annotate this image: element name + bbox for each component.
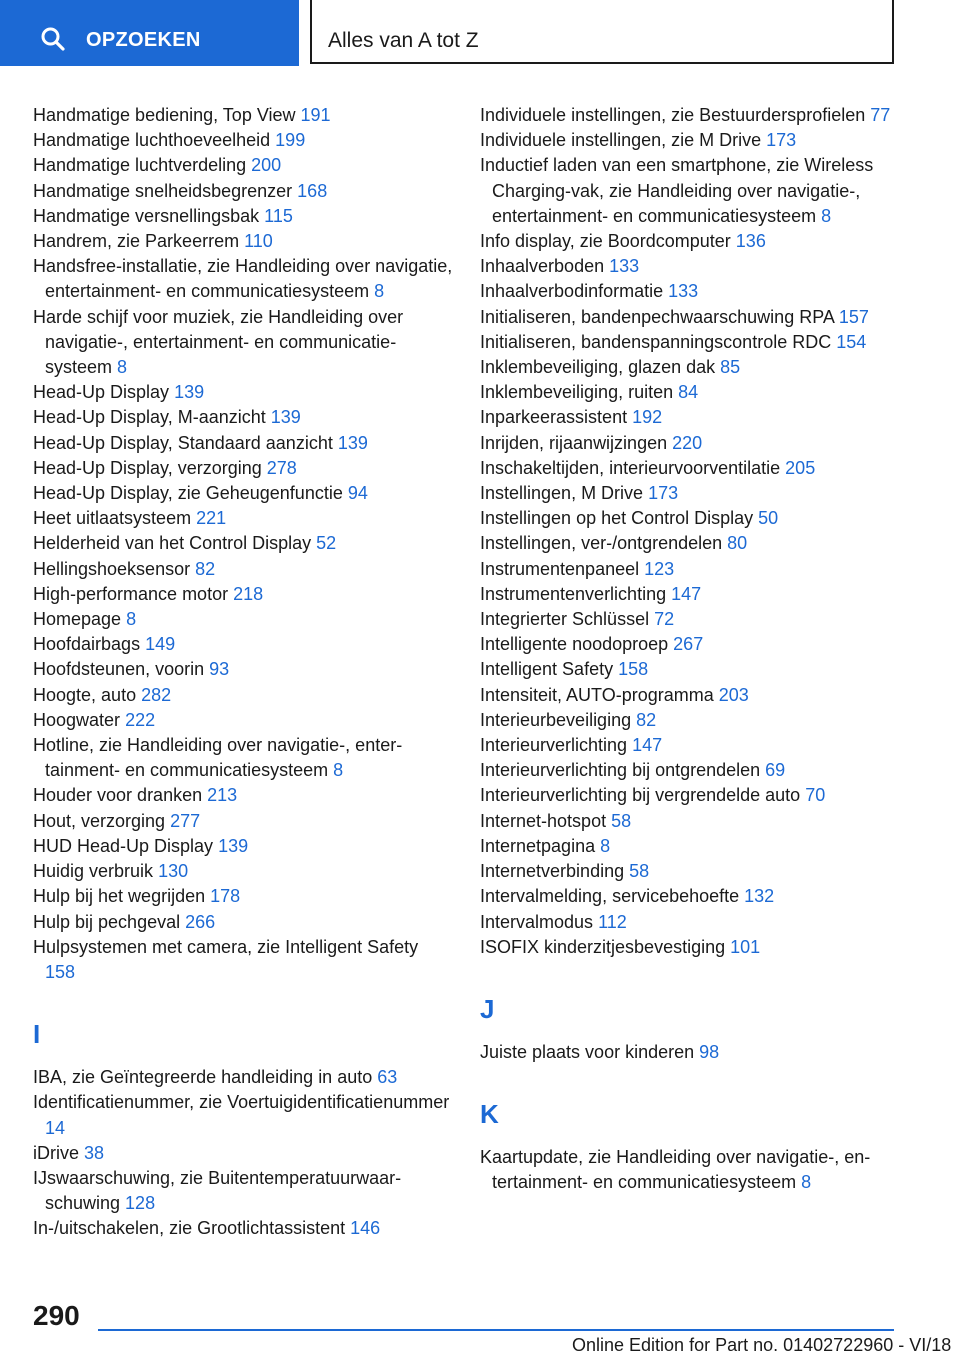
index-entry-text: Initialiseren, bandenspanningscontrole RDC — [480, 331, 837, 352]
page-link[interactable]: 93 — [209, 659, 230, 680]
search-icon — [40, 26, 66, 52]
page-link[interactable]: 158 — [45, 961, 76, 982]
index-entry — [480, 1145, 916, 1195]
index-entry-text: Hulp bij het wegrijden — [33, 886, 211, 907]
index-entry — [33, 128, 453, 153]
index-entry-text: iDrive — [33, 1142, 85, 1163]
index-entry — [33, 708, 453, 733]
index-entry — [33, 834, 453, 859]
index-entry — [33, 229, 453, 254]
index-entry-text: Handmatige versnellingsbak — [33, 205, 265, 226]
page-link[interactable]: 98 — [699, 1041, 720, 1062]
index-entry-text: Hulp bij pechgeval — [33, 911, 186, 932]
index-entry — [480, 531, 916, 556]
page-link[interactable]: 149 — [145, 634, 176, 655]
index-entry-text: Instellingen, ver-/ontgrendelen — [480, 533, 728, 554]
footer-divider — [98, 1329, 894, 1331]
page-link[interactable]: 101 — [730, 936, 761, 957]
index-entry-text: Intelligent Safety — [480, 659, 619, 680]
page-link[interactable]: 72 — [654, 609, 675, 630]
index-entry-text: Head-Up Display — [33, 382, 175, 403]
index-entry-text: Intervalmodus — [480, 911, 599, 932]
page-link[interactable]: 8 — [374, 281, 385, 302]
index-entry — [33, 935, 453, 985]
page-link[interactable]: 178 — [210, 886, 241, 907]
index-entry-text: Handmatige luchthoeveelheid — [33, 130, 276, 151]
index-entry — [33, 809, 453, 834]
index-entry — [480, 657, 916, 682]
page-link[interactable]: 203 — [718, 684, 749, 705]
page-link[interactable]: 82 — [636, 709, 657, 730]
index-entry — [33, 632, 453, 657]
index-entry — [33, 431, 453, 456]
index-entry — [480, 355, 916, 380]
index-letter-k: K — [480, 1099, 499, 1130]
index-entry-text: IJswaarschuwing, zie Buitentemperatuurwaarschuwing — [33, 1167, 402, 1214]
index-entry-text: Inschakeltijden, interieurvoorventilatie — [480, 457, 786, 478]
index-entry — [33, 859, 453, 884]
index-entry — [480, 279, 916, 304]
page-link[interactable]: 58 — [629, 861, 650, 882]
index-entry-text: Huidig verbruik — [33, 861, 159, 882]
index-entry — [480, 607, 916, 632]
page-number: 290 — [33, 1300, 80, 1331]
page-link[interactable]: 112 — [598, 911, 627, 932]
page-link[interactable]: 85 — [720, 357, 741, 378]
index-entry-text: Handmatige luchtverdeling — [33, 155, 252, 176]
index-group-i-continued — [480, 103, 916, 960]
index-entry-text: Handmatige bediening, Top View — [33, 105, 301, 125]
index-entry-text: Handsfree-installatie, zie Handleiding over navigatie, entertainment- en communicatiesysteem — [33, 256, 453, 302]
index-entry-text: Inductief laden van een smartphone, zie Wireless Charging-vak, zie Handleiding over navigatie-, entertainment- en communicatiesysteem — [480, 155, 874, 226]
index-entry-text: Helderheid van het Control Display — [33, 533, 317, 554]
index-entry — [33, 910, 453, 935]
index-column-left — [33, 103, 453, 1242]
page-link[interactable]: 278 — [266, 457, 297, 478]
index-entry — [33, 204, 453, 229]
index-entry — [480, 733, 916, 758]
page-link[interactable]: 147 — [671, 583, 702, 604]
page-link[interactable]: 282 — [141, 684, 172, 705]
page-link[interactable]: 70 — [805, 785, 826, 806]
page-link[interactable]: 173 — [766, 130, 797, 151]
index-entry-text: Head-Up Display, M-aanzicht — [33, 407, 271, 428]
page-link[interactable]: 205 — [785, 457, 816, 478]
index-entry — [480, 506, 916, 531]
index-entry — [480, 834, 916, 859]
index-entry-text: Intensiteit, AUTO-programma — [480, 684, 719, 705]
page-link[interactable]: 128 — [125, 1193, 156, 1214]
index-entry — [480, 1040, 916, 1065]
index-group-h — [33, 103, 453, 985]
index-entry — [33, 1065, 453, 1090]
index-entry — [33, 783, 453, 808]
page-link[interactable]: 146 — [350, 1218, 381, 1239]
index-entry — [33, 405, 453, 430]
index-entry — [33, 683, 453, 708]
index-entry — [33, 1090, 453, 1140]
index-entry — [33, 179, 453, 204]
index-entry — [480, 809, 916, 834]
page-link[interactable]: 14 — [45, 1117, 66, 1138]
index-entry — [480, 305, 916, 330]
index-entry-text: Hoogte, auto — [33, 684, 142, 705]
index-entry-text: IBA, zie Geïntegreerde handleiding in auto — [33, 1067, 378, 1088]
index-entry — [33, 1141, 453, 1166]
index-entry — [33, 557, 453, 582]
index-entry — [480, 683, 916, 708]
index-entry — [33, 103, 453, 128]
index-entry-text: Inparkeerassistent — [480, 407, 633, 428]
index-entry-text: Instellingen, M Drive — [480, 483, 649, 504]
index-entry — [480, 128, 916, 153]
index-entry-text: Head-Up Display, verzorging — [33, 457, 267, 478]
section-title: Alles van A tot Z — [328, 29, 479, 52]
page-link[interactable]: 173 — [648, 483, 679, 504]
index-entry — [33, 607, 453, 632]
index-entry — [480, 632, 916, 657]
index-entry-text: Interieurverlichting bij vergrendelde auto — [480, 785, 806, 806]
page-link[interactable]: 94 — [347, 483, 368, 504]
page-header — [0, 0, 960, 66]
page-link[interactable]: 115 — [264, 205, 293, 226]
index-entry-text: Handrem, zie Parkeerrem — [33, 231, 245, 252]
index-entry — [480, 380, 916, 405]
page-link[interactable]: 130 — [158, 861, 189, 882]
page-link[interactable]: 154 — [836, 331, 867, 352]
index-entry-text: Head-Up Display, zie Geheugenfunctie — [33, 483, 348, 504]
index-entry-text: Hoogwater — [33, 709, 126, 730]
page-link[interactable]: 139 — [218, 835, 249, 856]
index-entry-text: Individuele instellingen, zie M Drive — [480, 130, 767, 151]
index-entry-text: Juiste plaats voor kinderen — [480, 1041, 700, 1062]
index-group-i — [33, 1065, 453, 1241]
page-link[interactable]: 38 — [84, 1142, 105, 1163]
index-entry-text: Interieurbeveiliging — [480, 709, 637, 730]
index-entry — [480, 859, 916, 884]
section-title-tab[interactable] — [310, 0, 894, 64]
index-entry — [33, 531, 453, 556]
page-link[interactable]: 192 — [632, 407, 663, 428]
page-link[interactable]: 132 — [744, 886, 775, 907]
index-entry-text: Handmatige snelheidsbegrenzer — [33, 180, 298, 201]
page-link[interactable]: 8 — [801, 1172, 812, 1193]
edition-note: Online Edition for Part no. 01402722960 - VI/18 — [572, 1335, 952, 1355]
index-entry-text: Intervalmelding, servicebehoefte — [480, 886, 745, 907]
index-entry-text: Houder voor dranken — [33, 785, 208, 806]
index-entry-text: Instrumentenverlichting — [480, 583, 672, 604]
index-entry-text: Hotline, zie Handleiding over navigatie-, entertainment- en communicatiesysteem — [33, 735, 403, 781]
page-link[interactable]: 8 — [117, 357, 128, 378]
page-link[interactable]: 136 — [735, 231, 766, 252]
index-entry-text: Internetpagina — [480, 835, 601, 856]
page-link[interactable]: 133 — [668, 281, 699, 302]
page-link[interactable]: 133 — [609, 256, 640, 277]
index-entry — [33, 305, 453, 381]
index-entry-text: Interieurverlichting bij ontgrendelen — [480, 760, 766, 781]
index-entry — [33, 153, 453, 178]
index-entry — [33, 1166, 453, 1216]
search-button-label: OPZOEKEN — [86, 29, 201, 51]
index-entry-text: Interieurverlichting — [480, 735, 633, 756]
index-entry — [33, 657, 453, 682]
index-entry-text: ISOFIX kinderzitjesbevestiging — [480, 936, 731, 957]
index-entry — [480, 431, 916, 456]
page-link[interactable]: 80 — [727, 533, 748, 554]
index-entry-text: Hulpsystemen met camera, zie Intelligent Safety — [33, 936, 419, 957]
index-entry — [33, 1216, 453, 1241]
index-entry-text: Internet-hotspot — [480, 810, 612, 831]
index-entry — [33, 456, 453, 481]
index-entry — [480, 405, 916, 430]
index-entry — [480, 708, 916, 733]
index-entry — [480, 254, 916, 279]
index-entry-text: Homepage — [33, 609, 127, 630]
index-entry — [480, 229, 916, 254]
page-link[interactable]: 220 — [672, 432, 703, 453]
page-link[interactable]: 213 — [207, 785, 238, 806]
index-entry — [480, 103, 916, 128]
index-entry-text: Identificatienummer, zie Voertuigidentificatienummer — [33, 1092, 450, 1113]
index-entry — [480, 481, 916, 506]
index-entry — [480, 783, 916, 808]
index-letter-j: J — [480, 993, 495, 1024]
index-entry — [480, 456, 916, 481]
index-entry-text: Harde schijf voor muziek, zie Handleiding over navigatie-, entertainment- en communicatiesysteem — [33, 306, 404, 378]
page-link[interactable]: 77 — [870, 105, 891, 125]
page-link[interactable]: 221 — [196, 508, 227, 529]
search-button[interactable] — [0, 0, 299, 66]
page-link[interactable]: 82 — [195, 558, 216, 579]
index-entry-text: Inhaalverboden — [480, 256, 610, 277]
index-entry — [33, 481, 453, 506]
index-entry — [33, 506, 453, 531]
index-entry-text: Inklembeveiliging, ruiten — [480, 382, 679, 403]
index-entry-text: Kaartupdate, zie Handleiding over navigatie-, entertainment- en communicatiesysteem — [480, 1147, 871, 1193]
index-group-j — [480, 1040, 916, 1065]
index-entry — [480, 582, 916, 607]
index-entry — [480, 758, 916, 783]
page-link[interactable]: 8 — [126, 609, 137, 630]
index-entry-text: Inhaalverbodinformatie — [480, 281, 669, 302]
page-link[interactable]: 191 — [300, 105, 331, 125]
index-group-k — [480, 1145, 916, 1195]
index-entry-text: Instellingen op het Control Display — [480, 508, 759, 529]
index-entry-text: Head-Up Display, Standaard aanzicht — [33, 432, 338, 453]
page-link[interactable]: 58 — [611, 810, 632, 831]
index-entry — [480, 557, 916, 582]
page-link[interactable]: 147 — [632, 735, 663, 756]
index-entry-text: Individuele instellingen, zie Bestuurdersprofielen — [480, 105, 871, 125]
index-entry-text: In-/uitschakelen, zie Grootlichtassistent — [33, 1218, 351, 1239]
index-entry-text: Inklembeveiliging, glazen dak — [480, 357, 721, 378]
index-entry-text: Hoofdsteunen, voorin — [33, 659, 210, 680]
index-entry — [33, 380, 453, 405]
index-entry-text: Hout, verzorging — [33, 810, 171, 831]
page-link[interactable]: 139 — [337, 432, 368, 453]
page-link[interactable]: 50 — [758, 508, 779, 529]
index-entry-text: Integrierter Schlüssel — [480, 609, 655, 630]
page-link[interactable]: 267 — [673, 634, 704, 655]
page-link[interactable]: 277 — [170, 810, 201, 831]
index-entry-text: Inrijden, rijaanwijzingen — [480, 432, 673, 453]
page-link[interactable]: 52 — [316, 533, 337, 554]
page-link[interactable]: 222 — [125, 709, 156, 730]
page-link[interactable]: 8 — [333, 760, 344, 781]
index-entry — [480, 935, 916, 960]
index-entry-text: High-performance motor — [33, 583, 234, 604]
page-link[interactable]: 200 — [251, 155, 282, 176]
index-entry — [480, 153, 916, 229]
index-entry — [33, 733, 453, 783]
page-link[interactable]: 8 — [821, 205, 832, 226]
index-entry-text: Heet uitlaatsysteem — [33, 508, 197, 529]
index-entry-text: Initialiseren, bandenpechwaarschuwing RPA — [480, 306, 839, 327]
page-link[interactable]: 123 — [644, 558, 675, 579]
page-link[interactable]: 158 — [618, 659, 649, 680]
index-entry — [33, 884, 453, 909]
index-entry-text: Intelligente noodoproep — [480, 634, 674, 655]
index-entry — [480, 910, 916, 935]
page-link[interactable]: 168 — [297, 180, 328, 201]
index-entry — [480, 330, 916, 355]
index-entry-text: Hoofdairbags — [33, 634, 146, 655]
page-link[interactable]: 139 — [174, 382, 205, 403]
page-link[interactable]: 63 — [377, 1067, 398, 1088]
index-entry-text: Hellingshoeksensor — [33, 558, 196, 579]
index-entry — [480, 884, 916, 909]
page-link[interactable]: 8 — [600, 835, 611, 856]
page-link[interactable]: 157 — [838, 306, 869, 327]
index-entry-text: Info display, zie Boordcomputer — [480, 231, 736, 252]
page-link[interactable]: 139 — [270, 407, 301, 428]
index-entry — [33, 254, 453, 304]
index-letter-i: I — [33, 1019, 41, 1050]
index-entry-text: Internetverbinding — [480, 861, 630, 882]
page-link[interactable]: 218 — [233, 583, 264, 604]
page-link[interactable]: 199 — [275, 130, 306, 151]
page-link[interactable]: 110 — [244, 231, 273, 252]
index-entry-text: HUD Head-Up Display — [33, 835, 219, 856]
page-link[interactable]: 266 — [185, 911, 216, 932]
page-link[interactable]: 84 — [678, 382, 699, 403]
index-column-right — [480, 103, 916, 1196]
index-entry — [33, 582, 453, 607]
index-entry-text: Instrumentenpaneel — [480, 558, 645, 579]
page-link[interactable]: 69 — [765, 760, 786, 781]
